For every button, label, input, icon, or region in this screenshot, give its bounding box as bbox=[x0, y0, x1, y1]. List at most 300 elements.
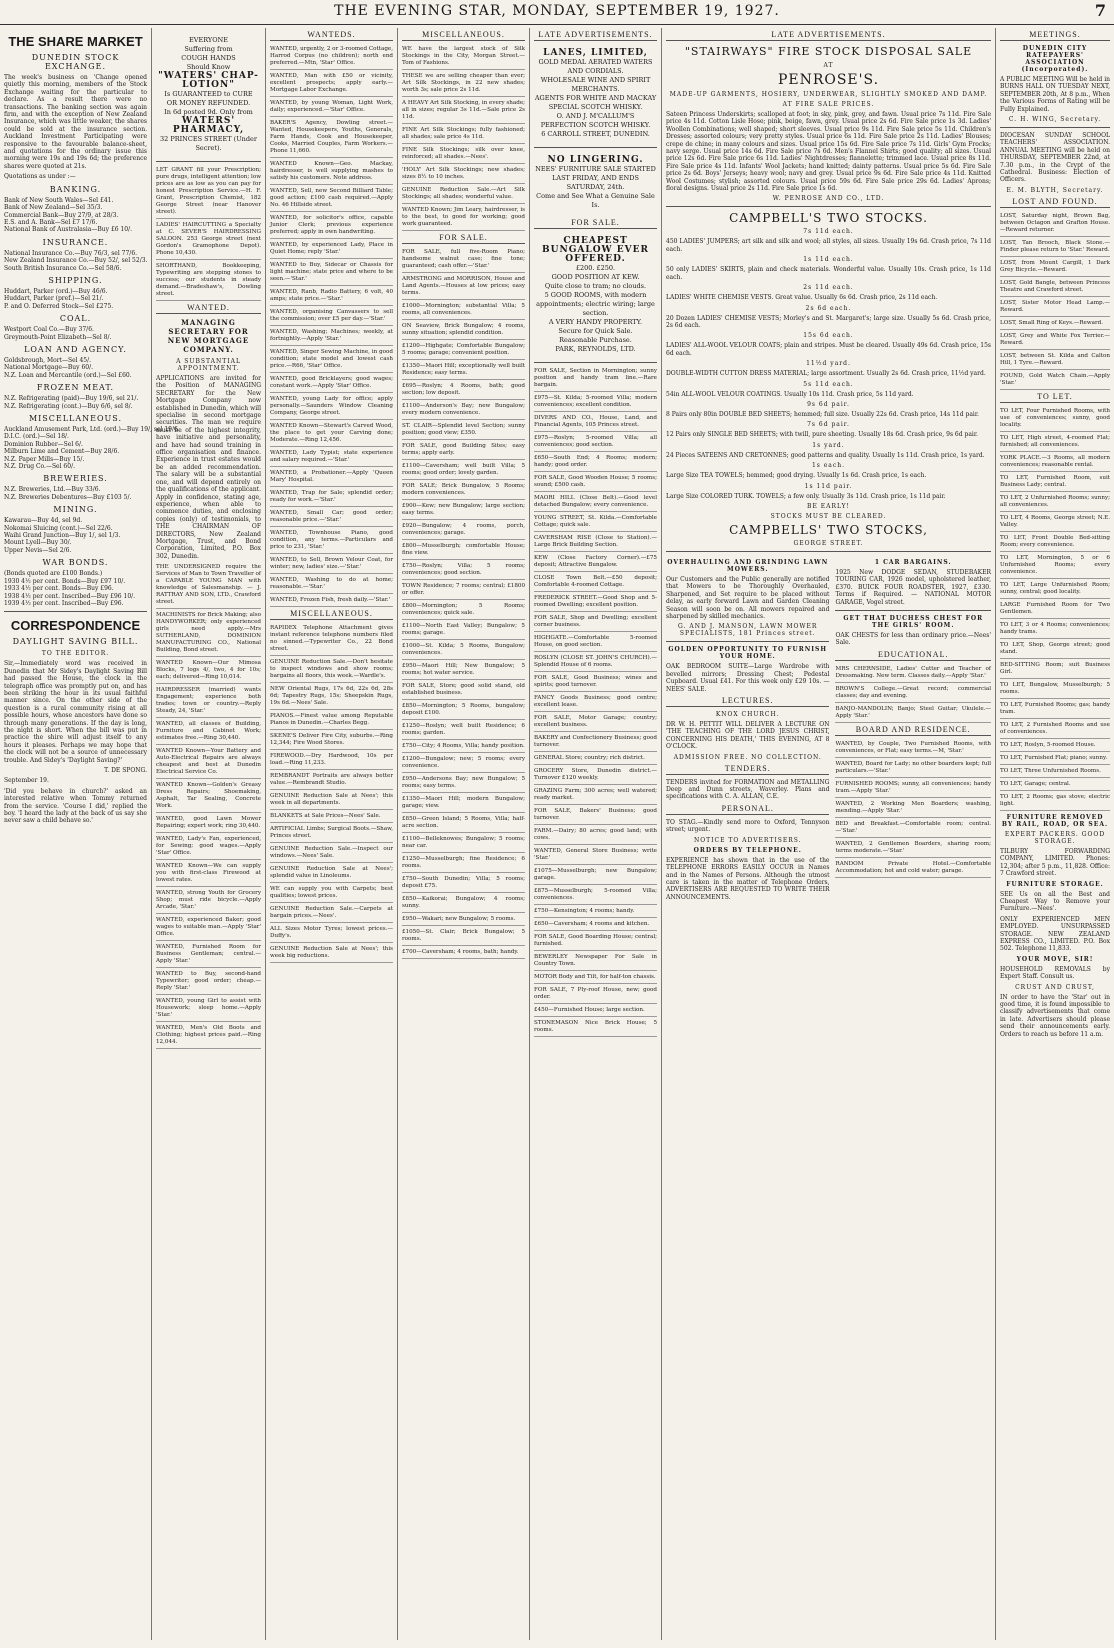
forsale-ad: TOWN Residence; 7 rooms; central; £1800 or offer. bbox=[402, 582, 525, 600]
educational-ad: BROWN'S College.—Great record; commercial classes; day and evening. bbox=[835, 685, 991, 703]
miscellaneous-ad: WE have the largest stock of Silk Stockings in the City, Morgan Street.—Tom of Fashions. bbox=[402, 45, 525, 70]
late-ad: MOTOR Body and Tilt, for half-ton chassis. bbox=[534, 973, 657, 984]
wanted-ad: WANTED to Buy, Sidecar or Chassis for light machine; state price and where to be seen.—'Star.' bbox=[270, 261, 393, 286]
stocks-cleared: STOCKS MUST BE CLEARED. bbox=[770, 512, 887, 520]
furniture-storage-header: FURNITURE STORAGE. bbox=[1006, 880, 1104, 888]
forsale-ad: £1100—Caversham; well built Villa; 5 rooms; good order; lovely garden. bbox=[402, 462, 525, 480]
share-section-name: SHIPPING. bbox=[48, 275, 103, 285]
campbell-item-text: 54in ALL-WOOL VELOUR COATINGS. Usually 10s 11d. Crash price, 5s 11d yard. bbox=[666, 390, 914, 398]
forsale-ad: £900—Kew; new Bungalow; large section; easy terms. bbox=[402, 502, 525, 520]
forsale-ad: £750—Roslyn; Villa; 5 rooms; conveniences; good section. bbox=[402, 562, 525, 580]
share-section-name: COAL. bbox=[59, 314, 92, 324]
to-let-ad: TO LET, Furnished Room, suit Business Lady; central. bbox=[1000, 474, 1110, 492]
educational-header: EDUCATIONAL. bbox=[835, 650, 991, 661]
miscellaneous-ad: GENUINE Reduction Sale at Nees'; splendid value in Linoleums. bbox=[270, 865, 393, 883]
classified-ad: SHORTHAND, Bookkeeping, Typewriting are stepping stones to success; our students in steady demand.—Bradeshaw's, Dowling street. bbox=[156, 262, 261, 301]
mower-body: Our Customers and the Public generally are notified that Mowers to be Thoroughly Overhauled, Sharpened, and Set require to be placed without delay, as early forward Lawn and Garden Cleaning Season will soon be on. All mowers repaired and sharpened by skilled mechanics. bbox=[666, 575, 830, 620]
miscellaneous-ad: FIREWOOD.—Dry Hardwood, 10s per load.—Ring 11,233. bbox=[270, 752, 393, 770]
pharmacy-address: 32 PRINCES STREET (Under Secret). bbox=[160, 135, 257, 152]
campbell-price: 2s 11d each. bbox=[803, 284, 854, 292]
share-market-heading: THE SHARE MARKET bbox=[8, 34, 143, 49]
wanted-ad: WANTED, good Bricklayers; good wages; constant work.—Apply 'Star' Office. bbox=[270, 375, 393, 393]
late-ad: FOR SALE, Good Boarding House; central; furnished. bbox=[534, 933, 657, 951]
to-let-ad: BED-SITTING Room; suit Business Girl. bbox=[1000, 661, 1110, 679]
campbell-street: GEORGE STREET. bbox=[793, 539, 864, 547]
box3-line: Reasonable Purchase. bbox=[559, 336, 632, 344]
to-let-ad: TO LET, Furnished Flat; piano; sunny. bbox=[1000, 754, 1110, 765]
wanted-header: WANTED. bbox=[156, 303, 261, 314]
share-quote: Commercial Bank—Buy 27/9, at 28/3. bbox=[4, 211, 119, 219]
box3-line: £200. £250. bbox=[575, 264, 616, 272]
board-ad: WANTED, 2 Gentlemen Boarders, sharing room; terms moderate.—'Star.' bbox=[835, 840, 991, 858]
share-quote: Bank of New Zealand—Sel 35/3. bbox=[4, 204, 103, 212]
share-section-name: FROZEN MEAT. bbox=[36, 383, 115, 393]
wanted-ad: WANTED, Frozen Fish, fresh daily.—'Star.' bbox=[270, 596, 393, 607]
campbell-heading: CAMPBELL'S TWO STOCKS. bbox=[729, 211, 928, 226]
campbell-price: 2s 6d each. bbox=[805, 304, 852, 312]
share-quote: Mount Lyell—Buy 30/. bbox=[4, 539, 72, 547]
miscellaneous-ad: SKENE'S Deliver Fire City, suburbs.—Ring 12,344; Fire Wood Stores. bbox=[270, 732, 393, 750]
notice-heading: NOTICE TO ADVERTISERS. bbox=[693, 836, 802, 844]
share-section-name: BANKING. bbox=[49, 184, 102, 194]
stock-exchange-subheading: DUNEDIN STOCK EXCHANGE. bbox=[31, 53, 120, 71]
late-forsale-header: FOR SALE. bbox=[534, 218, 657, 229]
miscellaneous-ad: GENUINE Reduction Sale.—Inspect our windows.—Nees' Sale. bbox=[270, 845, 393, 863]
wanted-ad: WANTED, organising Canvassers to sell the commission; over £5 per day.—'Star.' bbox=[270, 308, 393, 326]
lecture-body: DR W. H. PETTIT WILL DELIVER A LECTURE ON 'THE TEACHING OF THE LORD JESUS CHRIST, CONCERNING HIS DEATH,' THIS EVENING, AT 8 O'CLOCK. bbox=[666, 721, 830, 751]
fire-sale-prices: AT FIRE SALE PRICES. bbox=[782, 101, 875, 108]
late-ad: DIVERS AND CO., House, Land, and Financial Agents, 105 Princes street. bbox=[534, 414, 657, 432]
late-ad: FOR SALE, Good Wooden House; 5 rooms; sound; £500 cash. bbox=[534, 474, 657, 492]
share-quote: Goldsbrough, Mort—Sel 45/. bbox=[4, 356, 92, 364]
to-let-ad: TO LET, Garage; central. bbox=[1000, 780, 1110, 791]
knox-church: KNOX CHURCH. bbox=[715, 711, 780, 719]
campbell-price: 1s each. bbox=[811, 462, 846, 470]
campbell-item-text: 50 only LADIES' SKIRTS, plain and check materials. Wonderful value. Usually 10s. Crash price, 1s 11d each. bbox=[666, 266, 991, 281]
late-ad: BAKERY and Confectionery Business; good turnover. bbox=[534, 734, 657, 752]
share-quote: Waihi Grand Junction—Buy 1/, sel 1/3. bbox=[4, 532, 121, 540]
correspondence-heading: CORRESPONDENCE bbox=[10, 618, 141, 634]
manson-name: G. AND J. MANSON, LAWN MOWER SPECIALISTS, 181 Princes street. bbox=[678, 623, 818, 638]
campbell-item-text: Large Size TEA TOWELS; hemmed; good drying. Usually 1s 6d. Crash price, 1s each. bbox=[666, 472, 927, 480]
wanted-ad: WANTED, Small Car; good order; reasonable price.—'Star.' bbox=[270, 509, 393, 527]
chap-lotion-line: OR MONEY REFUNDED. bbox=[166, 99, 251, 107]
page-number: 7 bbox=[1094, 1, 1106, 20]
nz-express-ad: ONLY EXPERIENCED MEN EMPLOYED. UNSURPASSED STORAGE. NEW ZEALAND EXPRESS CO., LIMITED. P.O. Box 502. Telephone 11,833. bbox=[1000, 915, 1110, 953]
late-ad: BEWERLEY Newspaper For Sale in Country Town. bbox=[534, 953, 657, 971]
share-quote-list bbox=[4, 570, 147, 607]
to-let-ad: TO LET, Roslyn, 5-roomed House. bbox=[1000, 741, 1110, 752]
tenders-body: TENDERS invited for FORMATION and METALLING Deep and Dunn streets, Waverley. Plans and specifications with C. A. ALLAN, C.E. bbox=[666, 778, 830, 801]
box3-line: 5 GOOD ROOMS, with modern appointments; electric wiring; large section. bbox=[536, 291, 655, 317]
miscellaneous-ad: ARTIFICIAL Limbs; Surgical Boots.—Shaw, Princes street. bbox=[270, 825, 393, 843]
miscellaneous-ad: A HEAVY Art Silk Stocking, in every shade; all in sizes; regular 3s 11d.—Sale price 2s 11d. bbox=[402, 99, 525, 124]
machinists-ad: MACHINISTS for Brick Making; also HANDYWORKER; only experienced girls need apply.—Mrs SUTHERLAND, DOMINION MANUFACTURING CO., National Building, Bond street. bbox=[156, 611, 261, 657]
forsale-ad: £950—Maori Hill; New Bungalow; 5 rooms; hot water service. bbox=[402, 662, 525, 680]
penrose-signature: W. PENROSE AND CO., LTD. bbox=[772, 195, 885, 203]
campbell-item-text: 24 Pieces SATEENS AND CRETONNES; good patterns and quality. Usually 1s 11d. Crash price, 1s yard. bbox=[666, 451, 985, 459]
waters-pharmacy: WATERS' PHARMACY, bbox=[172, 116, 245, 135]
campbell-price: 15s 6d each. bbox=[803, 332, 854, 340]
masthead bbox=[0, 0, 1114, 25]
share-quote: E.S. and A. Bank—Sel £7 17/6. bbox=[4, 218, 98, 226]
late-ad: FOR SALE, Shop and Dwelling; excellent corner business. bbox=[534, 614, 657, 632]
share-quote-list bbox=[4, 395, 147, 410]
box1-line: WHOLESALE WINE AND SPIRIT MERCHANTS. bbox=[540, 76, 651, 93]
campbell-item-text: 450 LADIES' JUMPERS; art silk and silk and wool; all styles, all sizes. Usually 19s 6d. Crash price, 7s 11d each. bbox=[666, 238, 991, 253]
wanted-ad: WANTED Known—Geo. Mackay, hairdresser, is well supplying mashes to satisfy his customers. Note address. bbox=[270, 160, 393, 185]
miscellaneous-ad: NEW Oriental Rugs, 17s 6d, 22s 6d, 28s 6d; Tapestry Rugs, 15s; Sheepskin Rugs, 19s 6d.—Nees' Sale. bbox=[270, 685, 393, 710]
forsale-list bbox=[402, 248, 525, 959]
chap-lotion-line: COUGH HANDS bbox=[181, 54, 236, 62]
miscellaneous-ad: BLANKETS at Sale Prices—Nees' Sale. bbox=[270, 812, 393, 823]
wanted-ad: WANTED, Sell, new Second Billiard Table; good action; £100 cash required.—Apply No. 46 Hillside street. bbox=[270, 187, 393, 212]
to-let-ad: LARGE Furnished Room for Two Gentlemen. bbox=[1000, 601, 1110, 619]
masthead-title: THE EVENING STAR, MONDAY, SEPTEMBER 19, 1927. bbox=[334, 3, 780, 19]
penrose-name: PENROSE'S. bbox=[777, 72, 880, 88]
miscellaneous-ad: GENUINE Reduction Sale at Nees'; this week in all departments. bbox=[270, 792, 393, 810]
board-ad: BED and Breakfast.—Comfortable room; central.—'Star.' bbox=[835, 820, 991, 838]
wanted-ad: WANTED, strong Youth for Grocery Shop; must ride bicycle.—Apply Arcade, 'Star.' bbox=[156, 889, 261, 914]
wanted-ad: WANTED, Lady Typist; state experience and salary required.—'Star.' bbox=[270, 449, 393, 467]
forsale-ad: £800—Musselburgh; comfortable House; fine view. bbox=[402, 542, 525, 560]
late-ad: HIGHGATE.—Comfortable 5-roomed House, on good section. bbox=[534, 634, 657, 652]
board-header: BOARD AND RESIDENCE. bbox=[835, 725, 991, 736]
share-quote: Greymouth-Point Elizabeth—Sel 8/. bbox=[4, 333, 112, 341]
wanted-ad: WANTED, Men's Old Boots and Clothing; highest prices paid.—Ring 12,044. bbox=[156, 1024, 261, 1049]
wanteds-header: WANTEDS. bbox=[270, 30, 393, 41]
mower-heading: OVERHAULING AND GRINDING LAWN MOWERS. bbox=[667, 558, 829, 573]
forsale-ad: £1000—Mornington; substantial Villa; 5 rooms, all conveniences. bbox=[402, 302, 525, 320]
correspondence-to: TO THE EDITOR. bbox=[41, 650, 110, 658]
wanted-ad: WANTED, young Lady for office; apply personally.—Saunders Window Cleaning Company, George street. bbox=[270, 395, 393, 420]
share-quote-list bbox=[4, 250, 147, 272]
share-quote: Huddart, Parker (ord.)—Buy 46/6. bbox=[4, 287, 108, 295]
miscellaneous-ad: PIANOS.—Finest value among Reputable Pianos in Dunedin.—Charles Begg. bbox=[270, 712, 393, 730]
wanted-ad: WANTED, young Girl to assist with Housework; sleep home.—Apply 'Star.' bbox=[156, 997, 261, 1022]
forsale-ad: £700—Caversham; 4 rooms, bath; handy. bbox=[402, 948, 525, 959]
tilbury-ad: TILBURY FORWARDING COMPANY, LIMITED. Phones: 12,304; after 5 p.m., 11,828. Office: 7 Crawford street. bbox=[1000, 847, 1110, 878]
share-quote-list bbox=[4, 357, 147, 379]
forsale-ad: £1250—Roslyn; well built Residence; 6 rooms; garden. bbox=[402, 722, 525, 740]
share-quote: (Bonds quoted are £100 Bonds.) bbox=[4, 570, 103, 578]
lecture-tail: ADMISSION FREE. NO COLLECTION. bbox=[673, 753, 822, 761]
expert-packers: EXPERT PACKERS. GOOD STORAGE. bbox=[1004, 830, 1106, 845]
late-ad: £750—Kensington; 4 rooms; handy. bbox=[534, 907, 657, 918]
share-quote: South British Insurance Co.—Sel 58/6. bbox=[4, 264, 122, 272]
forsale-ad: £850—Mornington; 5 Rooms, bungalow; deposit £100. bbox=[402, 702, 525, 720]
miscellaneous-ad: ALL Sizes Motor Tyres; lowest prices.—Duffy's. bbox=[270, 925, 393, 943]
late-ad: FOR SALE, Section in Mornington; sunny position and handy tram line.—Rare bargain. bbox=[534, 367, 657, 392]
column-display-ads bbox=[662, 28, 996, 1640]
late-ad: ROSLYN (CLOSE ST. JOHN'S CHURCH).—Splendid House of 6 rooms. bbox=[534, 654, 657, 672]
penrose-ad bbox=[666, 45, 991, 108]
wanted-ad: WANTED, Trap for Sale; splendid order; ready for work.—'Star.' bbox=[270, 489, 393, 507]
forsale-ad: £1000—St. Kilda; 5 Rooms, Bungalow; conveniences. bbox=[402, 642, 525, 660]
late-ad: FREDERICK STREET.—Good Shop and 5-roomed Dwelling; excellent position. bbox=[534, 594, 657, 612]
wanted-ad: WANTED, Washing to do at home; reasonable.—'Star.' bbox=[270, 576, 393, 594]
lost-found-list bbox=[1000, 212, 1110, 390]
correspondence-date: September 19. bbox=[4, 777, 49, 785]
notice-body: EXPERIENCE has shown that in the use of the TELEPHONE ERRORS EASILY OCCUR in Names and in the Names of Persons. Although the utmost care is taken in the matter of Telephone Orders, ADVERTISERS ARE REQUESTED TO WRITE THEIR ANNOUNCEMENTS. bbox=[666, 856, 830, 901]
board-ad: WANTED, by Couple, Two Furnished Rooms, with conveniences, or Flat; easy terms.—M, 'Star.' bbox=[835, 740, 991, 758]
car-body: 1925 New DODGE SEDAN, STUDEBAKER TOURING CAR, 1926 model, upholstered leather, £370. BUICK FOUR ROADSTER, 1927, £330. Terms if Required. — NATIONAL MOTOR GARAGE, Vogel street. bbox=[835, 568, 991, 606]
lanes-limited-ad bbox=[534, 49, 657, 139]
column-meetings bbox=[996, 28, 1114, 1640]
to-let-ad: TO LET, High street, 4-roomed Flat; furnished; all conveniences. bbox=[1000, 434, 1110, 452]
share-section-name: LOAN AND AGENCY. bbox=[24, 344, 127, 354]
share-quote: New Zealand Insurance Co.—Buy 52/, sel 52/3. bbox=[4, 257, 148, 265]
late-ad: YOUNG STREET, St. Kilda.—Comfortable Cottage; quick sale. bbox=[534, 514, 657, 532]
share-quote: Bank of New South Wales—Sel £41. bbox=[4, 196, 114, 204]
box3-line: Quite close to tram; no clouds. bbox=[544, 282, 647, 290]
miscellaneous-ad: WE can supply you with Carpets; best qualities; lowest prices. bbox=[270, 885, 393, 903]
campbell-price: 5s 11d each. bbox=[803, 380, 854, 388]
to-let-header: TO LET. bbox=[1000, 392, 1110, 403]
closing-anecdote: 'Did you behave in church?' asked an interested relative when Tommy returned from the service. 'Course I did,' replied the boy. 'I heard the lady at the back of us say she never saw a child behave so.' bbox=[4, 787, 147, 825]
classified-ad: LADIES' HAIRCUTTING a Specialty at C. SEVER'S HAIRDRESSING SALOON. 253 George street (next Gordon's Gramophone Depot). Phone 10,430. bbox=[156, 221, 261, 260]
to-let-ad: TO LET, 2 Rooms; gas stove; electric light. bbox=[1000, 793, 1110, 811]
late-ad: GENERAL Store; country; rich district. bbox=[534, 754, 657, 765]
bungalow-ad bbox=[534, 237, 657, 354]
campbell-heading-2: CAMPBELLS' TWO STOCKS, bbox=[729, 522, 928, 537]
wanted-ad: WANTED, experienced Baker; good wages to suitable man.—Apply 'Star' Office. bbox=[156, 916, 261, 941]
duchess-heading: GET THAT DUCHESS CHEST FOR THE GIRLS' ROOM. bbox=[843, 615, 984, 629]
late-notice: IN order to have the 'Star' out in good time, it is found impossible to classify advertisements that come in late. Advertisers should please send their announcements early. Orders to reach us before 11 a.m. bbox=[1000, 993, 1110, 1038]
column-misc-forsale bbox=[398, 28, 530, 1640]
board-ad: FURNISHED ROOMS; sunny, all conveniences; handy tram.—Apply 'Star.' bbox=[835, 780, 991, 798]
miscellaneous-ad: THESE we are selling cheaper than ever; Art Silk Stockings, in 22 new shades; worth 3s; sale price 2s 11d. bbox=[402, 72, 525, 97]
share-quote: N.Z. Breweries Debentures—Buy £103 5/. bbox=[4, 493, 132, 501]
campbell-price: 1s 11d each. bbox=[803, 256, 854, 264]
forsale-ad: £1050—St. Clair; Brick Bungalow; 5 rooms. bbox=[402, 928, 525, 946]
to-let-ad: TO LET, Shop, George street; good stand. bbox=[1000, 641, 1110, 659]
share-quote: Auckland Amusement Park, Ltd. (ord.)—Buy 19/, sel 19/6. bbox=[4, 426, 180, 433]
to-let-ad: TO LET, Front Double Bed-sitting Room; every convenience. bbox=[1000, 534, 1110, 552]
share-quote: N.Z. Refrigerating (cont.)—Buy 6/6, sel 8/. bbox=[4, 402, 133, 410]
share-quote: N.Z. Paper Mills—Buy 15/. bbox=[4, 455, 85, 463]
late-ad: £975—Roslyn; 5-roomed Villa; all conveniences; good section. bbox=[534, 434, 657, 452]
late-ad: FANCY Goods Business; good centre; excellent lease. bbox=[534, 694, 657, 712]
crust-and-crust: CRUST AND CRUST, bbox=[1015, 983, 1095, 991]
wanted-ad: WANTED, Washing; Machines; weekly, at fortnightly.—Apply 'Star.' bbox=[270, 328, 393, 346]
furniture-storage-body: SEE Us on all the Best and Cheapest Way to Remove your Furniture.—Nees'. bbox=[1000, 890, 1110, 913]
miscellaneous-ad: 'HOLY' Art Silk Stockings; new shades; sizes 8½ to 10 inches. bbox=[402, 166, 525, 184]
diocesan-signature: E. M. BLYTH, Secretary. bbox=[1006, 186, 1104, 194]
share-quote: Huddart, Parker (pref.)—Sel 21/. bbox=[4, 295, 104, 303]
wanted-ad: WANTED, Ranb, Radio Battery, 6 volt, 40 amps; state price.—'Star.' bbox=[270, 288, 393, 306]
your-move: YOUR MOVE, SIR! bbox=[1016, 955, 1094, 963]
lost-found-ad: LOST, between St. Kilda and Calton Hill, 1 Tyre.—Reward. bbox=[1000, 352, 1110, 370]
personal-body: TO STAG.—Kindly send more to Oxford, Tennyson street; urgent. bbox=[666, 818, 830, 834]
wanted-ad: WANTED, Lady's Fan, experienced, for Sewing; good wages.—Apply 'Star' Office. bbox=[156, 835, 261, 860]
wanted-ad: WANTED Known—Your Battery and Auto-Electrical Repairs are always cheapest and best at Dunedin Electrical Service Co. bbox=[156, 747, 261, 779]
share-quote: N.Z. Drug Co.—Sel 60/. bbox=[4, 463, 75, 471]
box1-line: LANES, LIMITED, bbox=[543, 48, 648, 58]
to-let-ad: TO LET, Three Unfurnished Rooms. bbox=[1000, 767, 1110, 778]
lost-found-ad: LOST, Small Ring of Keys.—Reward. bbox=[1000, 319, 1110, 330]
campbell-price: 1s 11d pair. bbox=[804, 482, 853, 490]
chap-lotion-ad bbox=[156, 36, 261, 153]
board-ad: WANTED, 2 Working Men Boarders; washing, mending.—Apply 'Star.' bbox=[835, 800, 991, 818]
wanted-ad: WANTED Known—Golden's Greasy Dress Repairs; Shoemaking, Asphalt, Tar Sealing, Concrete Work. bbox=[156, 781, 261, 813]
wanted-ad: WANTED, good Lawn Mower Repairing; expert work; ring 30,440. bbox=[156, 815, 261, 833]
forsale-ad: FOR SALE, Store; good solid stand, old established business. bbox=[402, 682, 525, 700]
campbell-price: 1s yard. bbox=[812, 441, 845, 449]
nees-furniture-ad bbox=[534, 156, 657, 210]
forsale-ad: FOR SALE; Brick Bungalow, 5 Rooms; modern conveniences. bbox=[402, 482, 525, 500]
display-right-sub bbox=[835, 556, 991, 904]
campbell-price: 7s 11d each. bbox=[803, 228, 854, 236]
forsale-ad: £850—Green Island; 5 Rooms, Villa; half-acre section. bbox=[402, 815, 525, 833]
campbell-item-text: Large Size COLORED TURK. TOWELS; a few only. Usually 3s 11d. Crash price, 1s 11d pair. bbox=[666, 492, 946, 500]
campbell-item-text: 8 Pairs only 80in DOUBLE BED SHEETS; hemmed; full size. Usually 22s 6d. Crash price, 14s 11d pair. bbox=[666, 410, 979, 418]
late-ads-list bbox=[534, 367, 657, 1037]
traveller-ad: THE UNDERSIGNED require the Services of Man to Town Traveller of a CAPABLE YOUNG MAN with knowledge of Salesmanship. — J. RATTRAY AND SON, LTD., Crawford street. bbox=[156, 563, 261, 609]
box3-line: PARK, REYNOLDS, LTD. bbox=[555, 345, 636, 353]
late-ad: CAVERSHAM RISE (Close to Station).—Large Brick Building Section. bbox=[534, 534, 657, 552]
miscellaneous-header: MISCELLANEOUS. bbox=[270, 609, 393, 620]
wanted-ad: WANTED, Man with £50 or vicinity, excellent prospects; apply early.—Mortgage Labor Exchange. bbox=[270, 72, 393, 97]
chap-lotion-line: EVERYONE bbox=[189, 36, 228, 44]
managing-secretary-body: APPLICATIONS are invited for the Position of MANAGING SECRETARY for the New Mortgage Company now established in Dunedin, which will specialise in second mortgage securities. The man we require must be of the highest integrity, have initiative and personality, and have had sound training in office organisation and finance. Experience in trust estates would be an added recommendation. The salary will be a substantial one, and will depend entirely on the qualifications of the applicant. Apply in confidence, stating age, experience, when able to commence duties, and enclosing copies (only) of testimonials, to THE CHAIRMAN OF DIRECTORS, New Zealand Mortgage, Trust, and Bond Corporation, Limited, P.O. Box 302, Dunedin. bbox=[156, 375, 261, 560]
late-ad: WANTED, General Store Business; write 'Star.' bbox=[534, 847, 657, 865]
share-quote: Upper Nevis—Sel 2/6. bbox=[4, 546, 72, 554]
lost-found-ad: LOST, Tan Brooch, Black Stone.—Finder please return to 'Star.' Reward. bbox=[1000, 239, 1110, 257]
share-section-name: MISCELLANEOUS. bbox=[28, 414, 123, 423]
column-wanteds bbox=[266, 28, 398, 1640]
educational-list bbox=[835, 665, 991, 723]
board-ad: WANTED, Board for Lady; no other boarders kept; full particulars.—'Star.' bbox=[835, 760, 991, 778]
chap-lotion-line: "WATERS' CHAP-LOTION" bbox=[158, 71, 259, 90]
lost-found-ad: LOST, Sister Motor Head Lamp.—Reward. bbox=[1000, 299, 1110, 317]
to-let-ad: TO LET, 4 Rooms, George street; N.E. Valley. bbox=[1000, 514, 1110, 532]
golden-body: OAK BEDROOM SUITE—Large Wardrobe with bevelled mirrors; Dressing Chest; Pedestal Cupboard. Usual £41. For this week only £29 10s. — NEES' SALE. bbox=[666, 663, 830, 693]
chap-lotion-price: In 6d posted 9d. Only from bbox=[164, 108, 253, 116]
share-quote: D.I.C. (ord.)—Sel 18/. bbox=[4, 433, 69, 441]
forsale-ad: £1100—Anderson's Bay; new Bungalow; every modern convenience. bbox=[402, 402, 525, 420]
forsale-ad: £750—City; 4 Rooms, Villa; handy position. bbox=[402, 742, 525, 753]
wanted-ad: WANTED, urgently, 2 or 3-roomed Cottage, Harrod Corpus (no children); north end preferred.—Mtn, 'Star' Office. bbox=[270, 45, 393, 70]
late-ad: £875—Musselburgh; 5-roomed Villa; conveniences. bbox=[534, 887, 657, 905]
wanteds-list bbox=[270, 45, 393, 607]
forsale-ad: £1100—North East Valley; Bungalow; 5 rooms; garage. bbox=[402, 622, 525, 640]
late-ad: CLOSE Town Belt.—£50 deposit; Comfortable 4-roomed Cottage. bbox=[534, 574, 657, 592]
board-ad: RANDOM Private Hotel.—Comfortable Accommodation; hot and cold water; garage. bbox=[835, 860, 991, 878]
campbell-price: 11½d yard. bbox=[806, 360, 851, 368]
late-ad: FOR SALE, 7 Ply-roof House, new; good order. bbox=[534, 986, 657, 1004]
notice-title: ORDERS BY TELEPHONE. bbox=[693, 846, 802, 854]
forsale-ad: £750—South Dunedin; Villa; 5 rooms; deposit £75. bbox=[402, 875, 525, 893]
late-ad: GRAZING Farm; 300 acres; well watered; ready market. bbox=[534, 787, 657, 805]
campbell-item-text: DOUBLE-WIDTH CUTTON DRESS MATERIAL; large assortment. Usually 2s 6d. Crash price, 11½d yard. bbox=[666, 370, 986, 378]
lectures-header: LECTURES. bbox=[666, 696, 829, 707]
share-sections bbox=[4, 184, 180, 608]
forsale-ad: £800—Mornington; 5 Rooms; conveniences; quick sale. bbox=[402, 602, 525, 620]
correspondence-signature: T. DE SPONG. bbox=[104, 767, 147, 774]
to-let-ad: YORK PLACE.—3 Rooms, all modern conveniences; reasonable rental. bbox=[1000, 454, 1110, 472]
column-two bbox=[152, 28, 266, 1640]
furniture-removed: FURNITURE REMOVED BY RAIL, ROAD, OR SEA. bbox=[1001, 813, 1109, 828]
display-left-sub bbox=[666, 556, 829, 904]
share-quote-list bbox=[4, 426, 180, 471]
forsale-ad: £850—Kaikorai; Bungalow; 4 rooms; sunny. bbox=[402, 895, 525, 913]
lost-found-ad: FOUND, Gold Watch Chain.—Apply 'Star.' bbox=[1000, 372, 1110, 390]
duchess-body: OAK CHESTS for less than ordinary price.—Nees' Sale. bbox=[835, 632, 991, 647]
campbell-item-text: 20 Dozen LADIES' CHEMISE VESTS; Morley's and St. Margaret's; large size. Usually 5s 6d. Crash price, 2s 6d each. bbox=[666, 314, 991, 329]
correspondence-body: Sir,—Immediately word was received in Dunedin that Mr Sidey's Daylight Saving Bill had passed the House, the clock in the telegraph office was promptly put on, and has been striking the hour in its usual faithful manner since. On the other side of the question is a rural community rising at all possible hours, whose ancestors have done so through many generations. If the day is long, the night is short. When the bill was put in practice the shire will adjust itself to any hours it pleases. Perhaps we may hope that the clock will not be a source of unnecessary trouble. And Sidey's 'Daylight Saving?' bbox=[4, 660, 147, 764]
forsale-ad: £1100—Belleknowes; Bungalow; 5 rooms; near car. bbox=[402, 835, 525, 853]
forsale-ad: £920—Bungalow; 4 rooms, porch, conveniences; garage. bbox=[402, 522, 525, 540]
share-quote-list bbox=[4, 517, 147, 554]
lost-found-ad: LOST, Grey and White Fox Terrier.—Reward. bbox=[1000, 332, 1110, 350]
to-let-ad: TO LET, Large Unfurnished Room; sunny, central; good locality. bbox=[1000, 581, 1110, 599]
educational-ad: MRS CHERNSIDE, Ladies' Cutter and Teacher of Dressmaking. New term. Classes daily.—Apply 'Star.' bbox=[835, 665, 991, 683]
miscellaneous-list bbox=[270, 624, 393, 963]
managing-secretary-title: MANAGING SECRETARY FOR NEW MORTGAGE COMPANY. bbox=[167, 318, 250, 354]
share-quote: 1933 4½ per cent. Bonds—Buy £96. bbox=[4, 585, 114, 593]
penrose-body: Sateen Princess Underskirts; scalloped at foot; in sky, pink, grey, and fawn. Usual price 7s 11d. Fire Sale price 4s 11d. Cotton Lisle Hose; pink, beige, fawn, grey. Usual price 2s 6d. Fire Sale price 1s 3d. Ladies' Woollen Combinations; well shaped; short sleeves. Usual price 9s 11d. Fire Sale price 5s 11d. Children's Dresses; assorted colours; very pretty styles. Usual price 6s 11d. Fire Sale price 2s 11d. Ladies' Blouses; crepe de chine; in many colours and sizes. Usual price 15s 6d. Fire Sale price 7s 11d. Girls' Gym Frocks; navy serge. Usual price 14s 6d. Fire Sale price 7s 6d. Men's Flannel Shirts; good quality; all sizes. Usual price 12s 6d. Fire Sale price 6s 11d. Ladies' Nightdresses; flannelette; trimmed lace. Usual price 8s 11d. Fire Sale price 4s 11d. Infants' Wool Jackets; hand knitted; dainty patterns. Usual price 5s 6d. Fire Sale price 2s 6d. Boys' Jerseys; heavy wool; navy and grey. Usual price 9s 6d. Fire Sale price 4s 11d. Knitted Wool Costumes; stylish; assorted colours. Usual price 59s 6d. Fire Sale price 29s 6d. Ladies' Aprons; floral designs. Usual price 2s 11d. Fire Sale price 1s 6d. bbox=[666, 111, 991, 193]
wanted-ad: WANTED Known—Stewart's Carved Wood, the place to get your Carving done; Moderate.—Ring 12,456. bbox=[270, 422, 393, 447]
campbell-item-text: LADIES' ALL-WOOL VELOUR COATS; plain and stripes. Must be cleared. Usually 49s 6d. Crash price, 15s 6d each. bbox=[666, 342, 991, 357]
wanted-ad: WANTED, to Sell, Brown Velour Coat, for winter; new, ladies' size.—'Star.' bbox=[270, 556, 393, 574]
forsale-ad: ST. CLAIR—Splendid level Section; sunny position; good view; £350. bbox=[402, 422, 525, 440]
share-quote-list bbox=[4, 486, 147, 501]
miscellaneous-ad: RAPIDEX Telephone Attachment gives instant reference telephone numbers filed no sinned.—Typewriter Co., 22 Bond street. bbox=[270, 624, 393, 656]
share-quote: National Mortgage—Buy 60/. bbox=[4, 364, 94, 372]
box2-line: NEES' FURNITURE SALE STARTED LAST FRIDAY, AND ENDS SATURDAY, 24th. bbox=[535, 165, 656, 191]
wanted-ad: WANTED, by young Woman, Light Work, daily; experienced.—'Star' Office. bbox=[270, 99, 393, 117]
to-let-ad: TO LET, 2 Furnished Rooms and use of conveniences. bbox=[1000, 721, 1110, 739]
chap-lotion-line: Should Know bbox=[186, 63, 231, 71]
miscellaneous-ad: GENUINE Reduction Sale.—Don't hesitate to inspect windows and show rooms; bargains all floors, this week.—Wardle's. bbox=[270, 658, 393, 683]
share-quote: Nokomai Sluicing (cont.)—Sel 22/6. bbox=[4, 524, 113, 532]
correspondence-subheading: DAYLIGHT SAVING BILL. bbox=[12, 637, 139, 647]
at-label: AT bbox=[823, 62, 834, 69]
share-section-name: BREWERIES. bbox=[43, 474, 108, 484]
share-quote-list bbox=[4, 326, 147, 341]
share-section-name: WAR BONDS. bbox=[42, 558, 109, 568]
forsale-header: FOR SALE. bbox=[402, 233, 525, 244]
box3-line: GOOD POSITION AT KEW. bbox=[551, 273, 640, 281]
diocesan-notice: DIOCESAN SUNDAY SCHOOL TEACHERS' ASSOCIATION. ANNUAL MEETING will be held on THURSDAY, SEPTEMBER 22nd, at 7.30 p.m., in the Crypt of the Cathedral. Business: Election of Officers. bbox=[1000, 132, 1110, 184]
miscellaneous-ad: WANTED Known; Jim Leary, hairdresser, is to the best, to good for working; good work guaranteed. bbox=[402, 206, 525, 231]
forsale-ad: £1350—Maori Hill; exceptionally well built Residence; easy terms. bbox=[402, 362, 525, 380]
miscellaneous-ad: REMBRANDT Portraits are always better value.—Rembrandt Studio. bbox=[270, 772, 393, 790]
forsale-ad: £1250—Musselburgh; fine Residence; 6 rooms. bbox=[402, 855, 525, 873]
share-quote: National Bank of Australasia—Buy £6 10/. bbox=[4, 226, 133, 234]
box2-line: NO LINGERING. bbox=[547, 155, 644, 165]
wanted-ad: WANTED, Furnished Room for Business Gentleman; central.—Apply 'Star.' bbox=[156, 943, 261, 968]
late-ad: FOR SALE, Good Business; wines and spirits; good turnover. bbox=[534, 674, 657, 692]
lost-found-ad: LOST, Gold Bangle, between Princess Theatre and Crawford street. bbox=[1000, 279, 1110, 297]
to-let-ad: TO LET, Four Furnished Rooms, with use of conveniences; sunny, good locality. bbox=[1000, 407, 1110, 432]
box1-line: GOLD MEDAL AERATED WATERS AND CORDIALS. bbox=[538, 58, 653, 75]
column-two-ads bbox=[156, 166, 261, 301]
board-list bbox=[835, 740, 991, 878]
miscellaneous-ad: GENUINE Reduction Sale.—Carpets at bargain prices.—Nees'. bbox=[270, 905, 393, 923]
late-ad: £1075—Musselburgh; new Bungalow; garage. bbox=[534, 867, 657, 885]
lost-found-header: LOST AND FOUND. bbox=[1000, 197, 1110, 208]
share-quote: N.Z. Refrigerating (paid)—Buy 19/6, sel 21/. bbox=[4, 395, 139, 403]
meetings-header: MEETINGS. bbox=[1000, 30, 1110, 41]
to-let-ad: TO LET, Furnished Rooms; gas; handy tram. bbox=[1000, 701, 1110, 719]
misc-header: MISCELLANEOUS. bbox=[402, 30, 525, 41]
box1-line: 6 CARROLL STREET, DUNEDIN. bbox=[541, 130, 650, 138]
share-quote: P. and O. Deferred Stock—Sel £275. bbox=[4, 302, 114, 310]
to-let-list bbox=[1000, 407, 1110, 811]
be-early: BE EARLY! bbox=[807, 502, 850, 510]
